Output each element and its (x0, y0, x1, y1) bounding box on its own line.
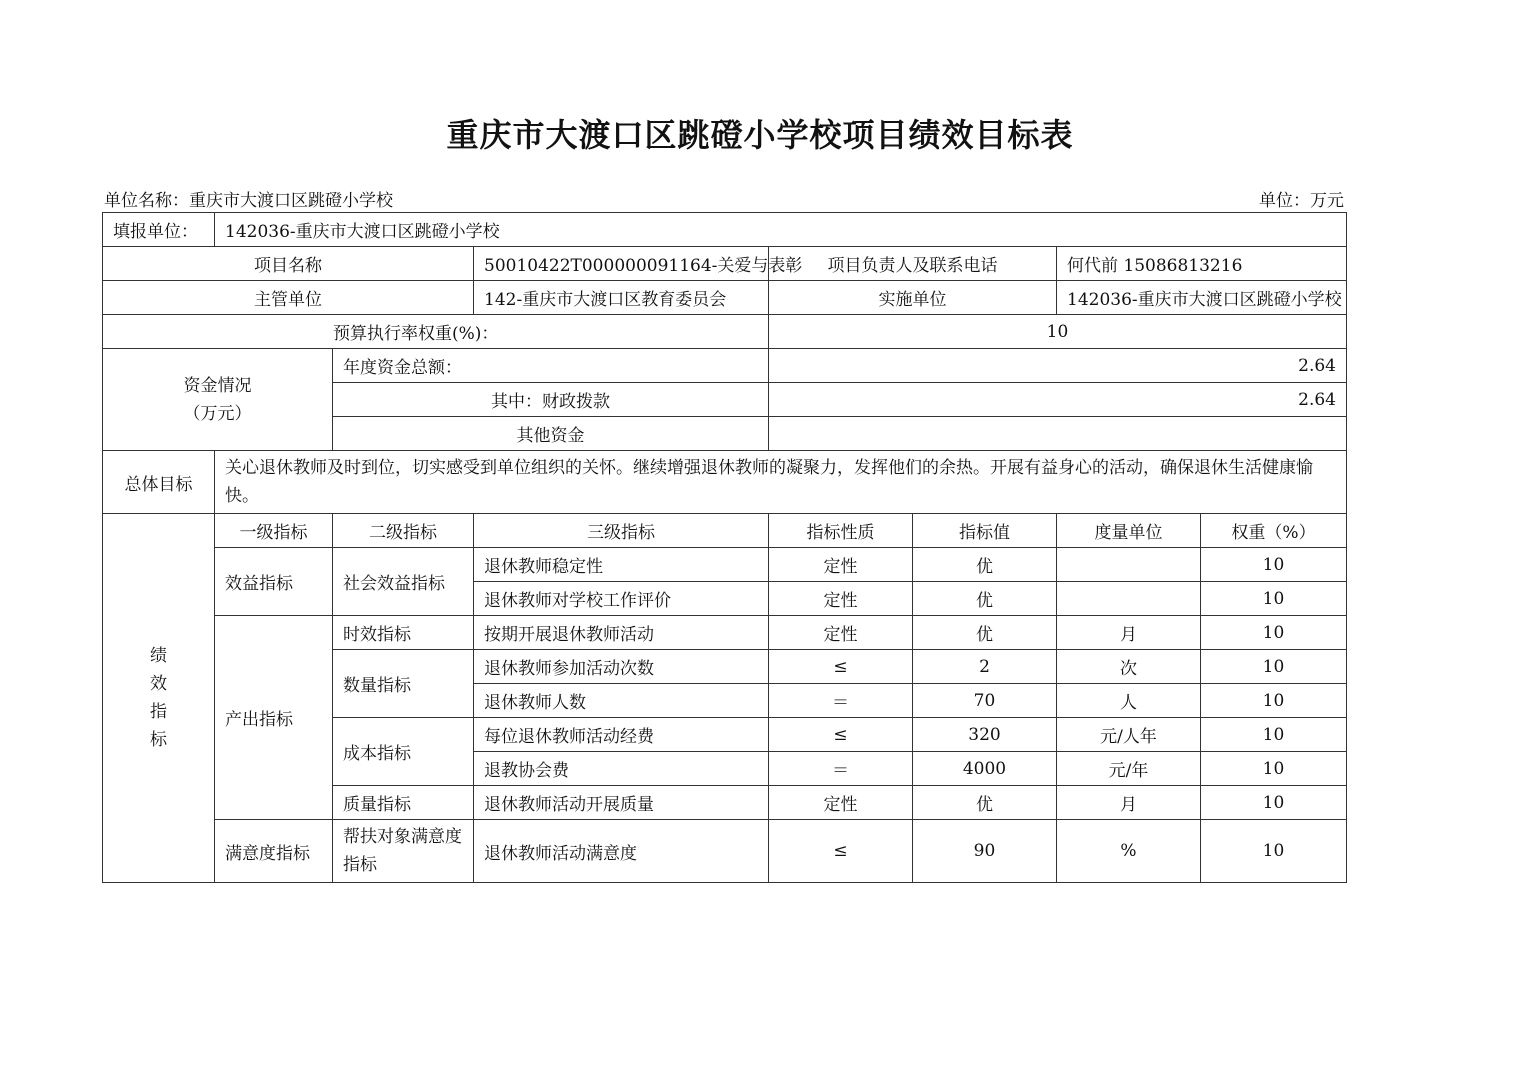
funds-other-label: 其他资金 (333, 417, 769, 451)
indicator-name: 退教协会费 (474, 752, 769, 786)
implementer-value: 142036-重庆市大渡口区跳磴小学校 (1057, 281, 1347, 315)
indicator-unit: 月 (1057, 616, 1201, 650)
indicator-value: 4000 (913, 752, 1057, 786)
section-char: 绩 (150, 646, 167, 666)
indicator-weight: 10 (1201, 582, 1347, 616)
level2-satisfaction: 帮扶对象满意度指标 (333, 820, 474, 883)
indicator-unit: 元/人年 (1057, 718, 1201, 752)
header-level2: 二级指标 (333, 514, 474, 548)
header-unit: 度量单位 (1057, 514, 1201, 548)
indicator-value: 90 (913, 820, 1057, 883)
row-project-name (103, 247, 1347, 281)
indicator-weight: 10 (1201, 718, 1347, 752)
table-row (103, 616, 1347, 650)
row-indicator-headers (103, 514, 1347, 548)
indicator-name: 退休教师参加活动次数 (474, 650, 769, 684)
indicator-unit: 月 (1057, 786, 1201, 820)
contact-label: 项目负责人及联系电话 (769, 247, 1057, 281)
row-overall-goal (103, 451, 1347, 514)
indicator-nature: ≤ (769, 820, 913, 883)
indicator-nature: ＝ (769, 684, 913, 718)
indicator-value: 优 (913, 786, 1057, 820)
contact-value: 何代前 15086813216 (1057, 247, 1347, 281)
indicator-unit: 次 (1057, 650, 1201, 684)
table-row (103, 548, 1347, 582)
row-supervisor (103, 281, 1347, 315)
level2-cost: 成本指标 (333, 718, 474, 786)
indicator-value: 优 (913, 616, 1057, 650)
indicator-weight: 10 (1201, 820, 1347, 883)
header-weight: 权重（%） (1201, 514, 1347, 548)
indicator-nature: 定性 (769, 548, 913, 582)
indicator-weight: 10 (1201, 616, 1347, 650)
indicators-section-label (103, 514, 215, 883)
indicator-weight: 10 (1201, 684, 1347, 718)
currency-unit: 单位：万元 (1259, 191, 1344, 211)
funds-label (103, 349, 333, 451)
indicator-name: 退休教师活动开展质量 (474, 786, 769, 820)
header-level1: 一级指标 (215, 514, 333, 548)
indicator-name: 每位退休教师活动经费 (474, 718, 769, 752)
level2-quality: 质量指标 (333, 786, 474, 820)
header-value: 指标值 (913, 514, 1057, 548)
project-name-value: 50010422T000000091164-关爱与表彰 (474, 247, 769, 281)
level2-timeliness: 时效指标 (333, 616, 474, 650)
implementer-label: 实施单位 (769, 281, 1057, 315)
indicator-value: 优 (913, 548, 1057, 582)
indicator-value: 70 (913, 684, 1057, 718)
indicator-unit (1057, 582, 1201, 616)
indicator-value: 2 (913, 650, 1057, 684)
budget-weight-value: 10 (769, 315, 1347, 349)
table-row (103, 820, 1347, 883)
indicator-weight: 10 (1201, 752, 1347, 786)
funds-total-value: 2.64 (769, 349, 1347, 383)
indicator-weight: 10 (1201, 786, 1347, 820)
indicator-unit (1057, 548, 1201, 582)
indicator-unit: % (1057, 820, 1201, 883)
indicator-nature: 定性 (769, 786, 913, 820)
unit-name: 单位名称：重庆市大渡口区跳磴小学校 (104, 191, 393, 211)
funds-other-value (769, 417, 1347, 451)
level2-social: 社会效益指标 (333, 548, 474, 616)
row-reporting-unit (103, 213, 1347, 247)
indicator-name: 退休教师人数 (474, 684, 769, 718)
section-char: 效 (150, 674, 167, 694)
indicator-nature: 定性 (769, 616, 913, 650)
level1-benefit: 效益指标 (215, 548, 333, 616)
indicator-name: 按期开展退休教师活动 (474, 616, 769, 650)
indicator-name: 退休教师稳定性 (474, 548, 769, 582)
indicator-name: 退休教师活动满意度 (474, 820, 769, 883)
supervisor-label: 主管单位 (103, 281, 474, 315)
section-char: 标 (150, 730, 167, 750)
indicator-nature: ≤ (769, 718, 913, 752)
funds-label-line1: 资金情况 (183, 375, 252, 396)
indicator-value: 320 (913, 718, 1057, 752)
level1-output: 产出指标 (215, 616, 333, 820)
performance-table (102, 212, 1347, 883)
reporting-unit-label: 填报单位： (103, 213, 215, 247)
indicator-unit: 人 (1057, 684, 1201, 718)
funds-total-label: 年度资金总额： (333, 349, 769, 383)
goal-text: 关心退休教师及时到位，切实感受到单位组织的关怀。继续增强退休教师的凝聚力，发挥他们的余热。开展有益身心的活动，确保退休生活健康愉快。 (215, 451, 1347, 514)
header-nature: 指标性质 (769, 514, 913, 548)
reporting-unit-value: 142036-重庆市大渡口区跳磴小学校 (215, 213, 1347, 247)
indicator-weight: 10 (1201, 650, 1347, 684)
indicator-name: 退休教师对学校工作评价 (474, 582, 769, 616)
indicator-value: 优 (913, 582, 1057, 616)
header-level3: 三级指标 (474, 514, 769, 548)
indicator-nature: ≤ (769, 650, 913, 684)
supervisor-value: 142-重庆市大渡口区教育委员会 (474, 281, 769, 315)
indicator-weight: 10 (1201, 548, 1347, 582)
level2-quantity: 数量指标 (333, 650, 474, 718)
funds-fiscal-value: 2.64 (769, 383, 1347, 417)
section-char: 指 (150, 702, 167, 722)
project-name-label: 项目名称 (103, 247, 474, 281)
level1-satisfaction: 满意度指标 (215, 820, 333, 883)
indicator-unit: 元/年 (1057, 752, 1201, 786)
row-budget-weight (103, 315, 1347, 349)
page-title: 重庆市大渡口区跳磴小学校项目绩效目标表 (446, 116, 1074, 154)
goal-label: 总体目标 (103, 451, 215, 514)
row-funds-total (103, 349, 1347, 383)
budget-weight-label: 预算执行率权重(%)： (103, 315, 769, 349)
funds-label-line2: （万元） (183, 403, 252, 424)
indicator-nature: 定性 (769, 582, 913, 616)
indicator-nature: ＝ (769, 752, 913, 786)
funds-fiscal-label: 其中：财政拨款 (333, 383, 769, 417)
